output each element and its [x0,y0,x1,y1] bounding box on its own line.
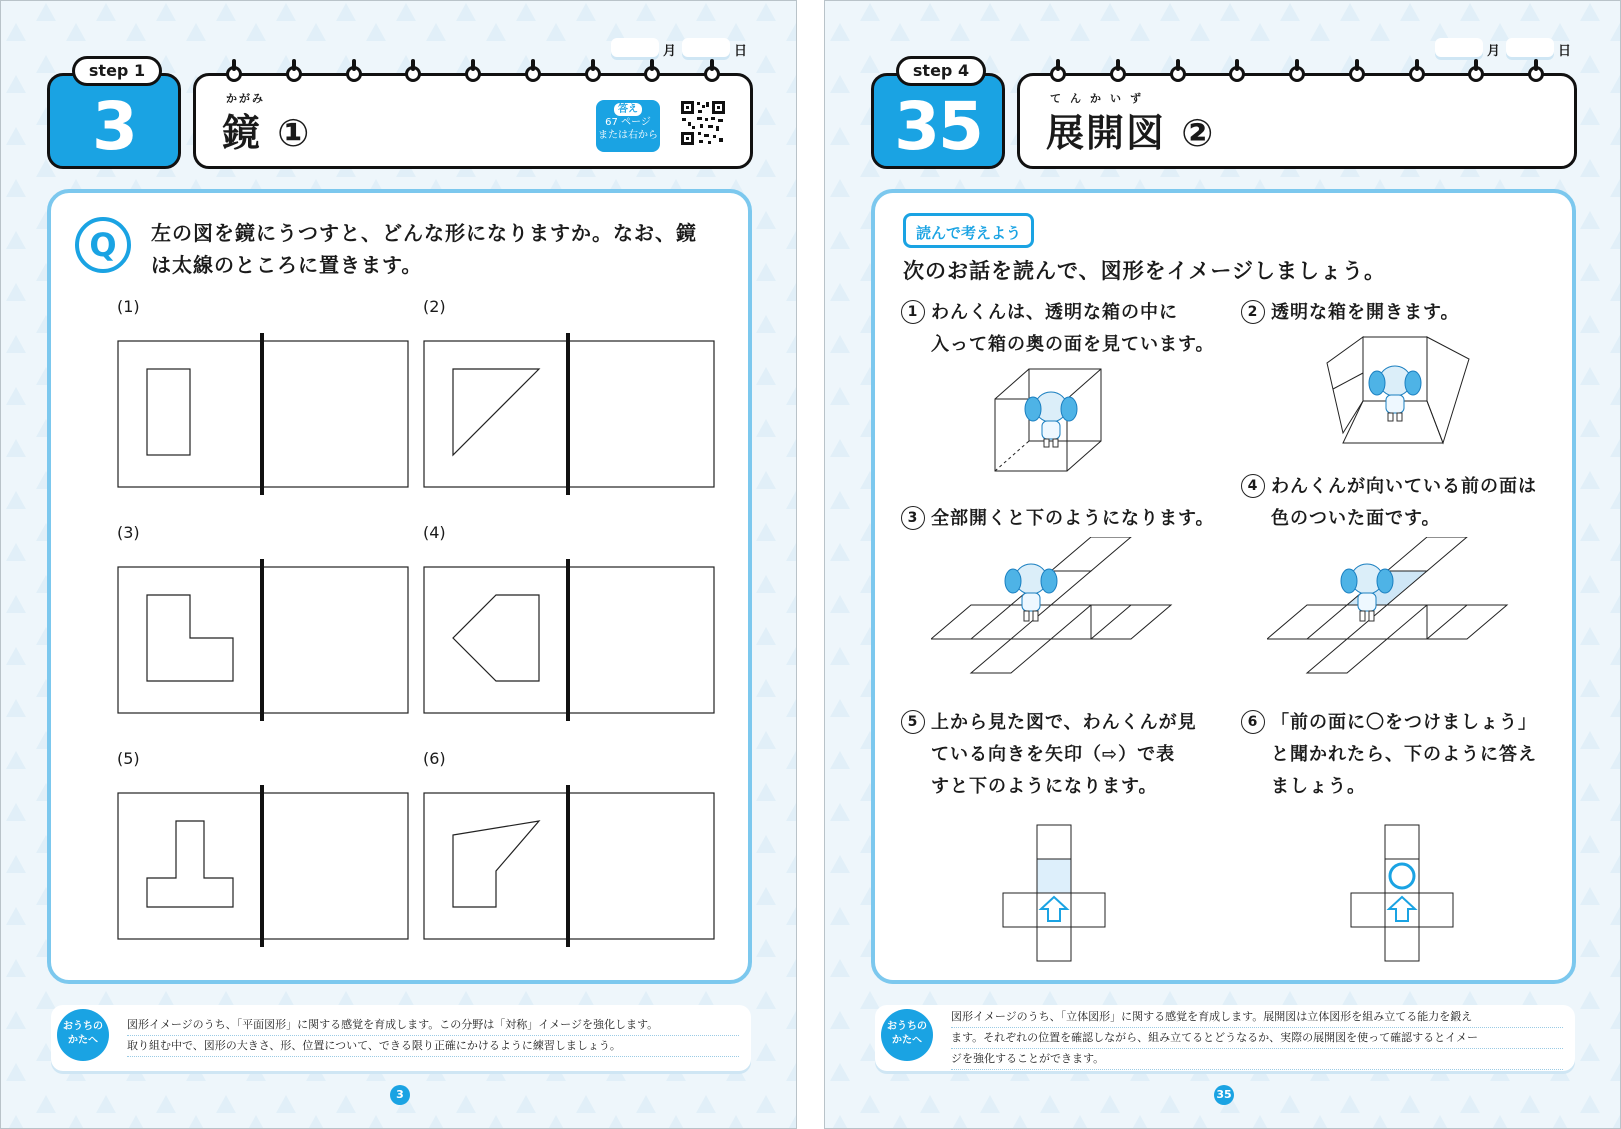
item-line: 入って箱の奥の面を見ています。 [931,334,1215,355]
binder-rings [1050,66,1544,82]
figure-label-3: (3) [117,523,140,542]
parent-note [51,1005,751,1071]
dog-character-icon [1025,392,1077,447]
mirror-figure-5 [117,785,413,949]
page-number: 35 [1214,1085,1234,1105]
answer-page: 67 ページ [605,117,651,128]
item-line: 色のついた面です。 [1271,508,1441,529]
title-bar [1017,73,1577,169]
item-number: 5 [901,710,925,734]
note-line-2: 取り組む中で、図形の大きさ、形、位置について、できる限り正確にかけるように練習しましょう。 [127,1036,739,1057]
qr-code-icon[interactable] [680,100,726,146]
item-line: 「前の面に〇をつけましょう」 [1271,712,1537,733]
question-line-1: 左の図を鏡にうつすと、どんな形になりますか。なお、鏡 [151,221,697,245]
item-line: 透明な箱を開きます。 [1271,302,1460,323]
top-view-net-circle [1349,823,1457,965]
month-label: 月 [663,43,677,59]
figure-label-6: (6) [423,749,446,768]
badge-line-1: おうちの [63,1021,103,1032]
item-number: 1 [901,300,925,324]
month-input[interactable] [611,38,659,60]
item-number: 4 [1241,474,1265,498]
page-title: 鏡 ① [222,111,312,155]
item-line: わんくんは、透明な箱の中に [931,302,1178,323]
story-item-3 [901,503,1215,535]
item-line: すと下のようになります。 [931,776,1158,797]
note-line-2: ます。それぞれの位置を確認しながら、組み立てるとどうなるか、実際の展開図を使って確認するとイメー [951,1028,1563,1049]
step-badge [47,61,181,169]
page-title: 展開図 ② [1046,111,1216,155]
up-arrow-icon [1041,897,1067,921]
step-number: 35 [894,88,982,165]
badge-line-2: かたへ [68,1035,98,1046]
figure-label-4: (4) [423,523,446,542]
day-label: 日 [1558,43,1572,59]
right-page [824,0,1621,1129]
opened-box-illustration [1323,333,1473,457]
question-panel [47,189,752,984]
day-input[interactable] [1506,38,1554,60]
step-label: step 1 [72,56,162,86]
question-line-2: は太線のところに置きます。 [151,253,423,277]
answer-tag[interactable] [596,100,660,152]
note-line-1: 図形イメージのうち、「平面図形」に関する感覚を育成します。この分野は「対称」イメージを強化します。 [127,1015,739,1036]
item-number: 3 [901,506,925,530]
parent-note-text [127,1015,739,1057]
parent-note [875,1005,1575,1071]
mirror-figure-6 [423,785,719,949]
item-line: 上から見た図で、わんくんが見 [931,712,1197,733]
title-ruby: てんかいず [1050,92,1150,105]
step-badge [871,61,1005,169]
mirror-figure-4 [423,559,719,723]
answer-note: または右から [598,130,658,141]
day-label: 日 [734,43,748,59]
story-item-2 [1241,297,1460,329]
parent-note-badge [881,1009,933,1061]
story-item-5 [901,707,1197,803]
day-input[interactable] [682,38,730,60]
item-line: ている向きを矢印（⇨）で表 [931,744,1176,765]
step-number: 3 [92,88,136,165]
item-number: 2 [1241,300,1265,324]
item-number: 6 [1241,710,1265,734]
unfolded-net-illustration [931,537,1175,677]
left-page [0,0,797,1129]
mirror-figure-1 [117,333,413,497]
figure-label-5: (5) [117,749,140,768]
answer-circle-icon [1390,864,1414,888]
answer-label: 答え [614,103,642,116]
parent-note-text [951,1007,1563,1070]
story-item-4 [1241,471,1537,535]
month-label: 月 [1487,43,1501,59]
date-fields [1435,37,1577,61]
story-panel [871,189,1576,984]
title-bar [193,73,753,169]
item-line: ましょう。 [1271,776,1366,797]
read-think-tag: 読んで考えよう [903,213,1034,248]
note-line-3: ジを強化することができます。 [951,1049,1563,1070]
figure-label-1: (1) [117,297,140,316]
figure-label-2: (2) [423,297,446,316]
parent-note-badge [57,1009,109,1061]
binder-rings [226,66,720,82]
badge-line-2: かたへ [892,1035,922,1046]
up-arrow-icon [1389,897,1415,921]
shaded-net-illustration [1267,537,1511,677]
title-ruby: かがみ [226,92,265,105]
transparent-box-illustration [991,365,1107,475]
date-fields [611,37,753,61]
top-view-net-arrow [1001,823,1109,965]
question-icon: Q [75,217,131,273]
story-item-1 [901,297,1215,361]
mirror-figure-2 [423,333,719,497]
month-input[interactable] [1435,38,1483,60]
item-line: と聞かれたら、下のように答え [1271,744,1537,765]
item-line: わんくんが向いている前の面は [1271,476,1537,497]
note-line-1: 図形イメージのうち、「立体図形」に関する感覚を育成します。展開図は立体図形を組み立てる能力を鍛え [951,1007,1563,1028]
item-line: 全部開くと下のようになります。 [931,508,1215,529]
step-label: step 4 [896,56,986,86]
page-number: 3 [390,1085,410,1105]
story-item-6 [1241,707,1537,803]
mirror-figure-3 [117,559,413,723]
badge-line-1: おうちの [887,1021,927,1032]
intro-text: 次のお話を読んで、図形をイメージしましょう。 [903,259,1386,283]
